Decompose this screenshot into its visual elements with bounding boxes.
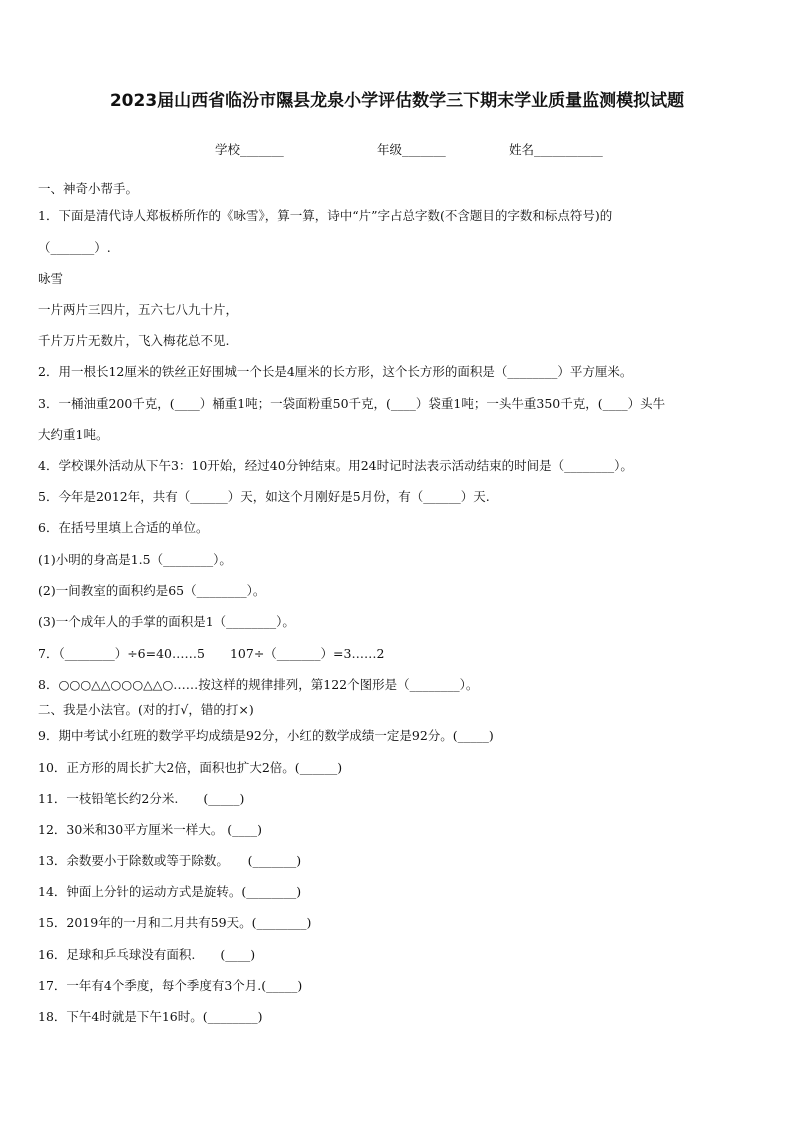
question-7: 7．（________）÷6=40……5 107÷（_______）=3……2 xyxy=(38,646,385,661)
question-16: 16．足球和乒乓球没有面积. (____) xyxy=(38,947,256,962)
grade-label: 年级 xyxy=(377,142,403,157)
question-1: 1．下面是清代诗人郑板桥所作的《咏雪》，算一算，诗中“片”字占总字数(不含题目的字数和标点符号)的 xyxy=(38,208,613,223)
section-2-heading: 二、我是小法官。(对的打√，错的打×) xyxy=(38,702,254,717)
question-18: 18．下午4时就是下午16时。(________) xyxy=(38,1009,263,1024)
question-6-3: (3)一个成年人的手掌的面积是1（________）。 xyxy=(38,614,295,629)
question-17: 17．一年有4个季度，每个季度有3个月.(_____) xyxy=(38,978,303,993)
question-5: 5．今年是2012年，共有（______）天，如这个月刚好是5月份，有（______）天. xyxy=(38,489,490,504)
page-title: 2023届山西省临汾市隰县龙泉小学评估数学三下期末学业质量监测模拟试题 xyxy=(109,91,685,111)
school-label: 学校 xyxy=(215,142,241,157)
name-field xyxy=(509,140,603,158)
school-blank[interactable]: _______ xyxy=(240,142,284,157)
school-field xyxy=(215,140,284,158)
question-11: 11．一枝铅笔长约2分米. (_____) xyxy=(38,791,245,806)
question-13: 13．余数要小于除数或等于除数。 (_______) xyxy=(38,853,302,868)
question-9: 9．期中考试小红班的数学平均成绩是92分，小红的数学成绩一定是92分。(_____) xyxy=(38,728,494,743)
question-3-cont: 大约重1吨。 xyxy=(38,427,109,442)
question-6: 6．在括号里填上合适的单位。 xyxy=(38,520,209,535)
question-2: 2．用一根长12厘米的铁丝正好围城一个长是4厘米的长方形，这个长方形的面积是（________）平方厘米。 xyxy=(38,364,633,379)
question-14: 14．钟面上分针的运动方式是旋转。(________) xyxy=(38,884,302,899)
question-3: 3．一桶油重200千克，(____）桶重1吨；一袋面粉重50千克，(____）袋重1吨；一头牛重350千克，(____）头牛 xyxy=(38,396,666,411)
question-1-blank: （_______）. xyxy=(38,240,111,255)
grade-field xyxy=(377,140,446,158)
poem-line-1: 一片两片三四片，五六七八九十片， xyxy=(38,302,239,317)
poem-line-2: 千片万片无数片，飞入梅花总不见. xyxy=(38,333,230,348)
question-12: 12．30米和30平方厘米一样大。 (____) xyxy=(38,822,262,837)
question-6-1: (1)小明的身高是1.5（________）。 xyxy=(38,552,232,567)
question-6-2: (2)一间教室的面积约是65（________）。 xyxy=(38,583,266,598)
name-label: 姓名 xyxy=(509,142,535,157)
name-blank[interactable]: ___________ xyxy=(534,142,603,157)
question-8: 8．○○○△△○○○△△○……按这样的规律排列，第122个图形是（________）。 xyxy=(38,677,479,692)
section-1-heading: 一、神奇小帮手。 xyxy=(38,181,139,196)
poem-title: 咏雪 xyxy=(38,271,64,286)
question-15: 15．2019年的一月和二月共有59天。(________) xyxy=(38,915,312,930)
question-4: 4．学校课外活动从下午3：10开始，经过40分钟结束。用24时记时法表示活动结束的时间是（________）。 xyxy=(38,458,633,473)
question-10: 10．正方形的周长扩大2倍，面积也扩大2倍。(______) xyxy=(38,760,343,775)
grade-blank[interactable]: _______ xyxy=(402,142,446,157)
